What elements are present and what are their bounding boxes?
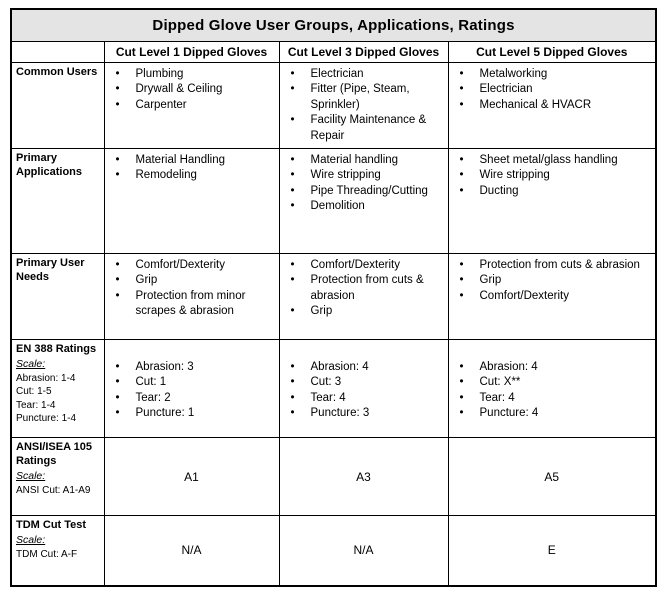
bullet-icon: • xyxy=(290,274,295,287)
data-cell xyxy=(279,63,448,149)
scale-lines xyxy=(16,548,103,562)
bullet-text: Protection from cuts & abrasion xyxy=(479,259,640,272)
bullet-icon: • xyxy=(459,169,464,182)
bullet-icon: • xyxy=(459,83,464,96)
bullet-text: Abrasion: 3 xyxy=(135,361,194,374)
data-cell xyxy=(104,254,279,340)
bullet-list xyxy=(105,153,276,184)
bullet-text: Cut: X** xyxy=(479,376,521,389)
bullet-item xyxy=(105,360,276,375)
rating-value-cell xyxy=(448,438,656,516)
bullet-text: Mechanical & HVACR xyxy=(479,98,592,111)
bullet-icon: • xyxy=(459,184,464,197)
rating-value: A5 xyxy=(544,469,560,484)
bullet-text: Material handling xyxy=(310,154,399,167)
bullet-item xyxy=(280,82,445,113)
bullet-text: Cut: 3 xyxy=(310,376,342,389)
bullet-item xyxy=(280,406,445,421)
bullet-icon: • xyxy=(459,68,464,80)
bullet-item xyxy=(280,391,445,406)
bullet-text: Drywall & Ceiling xyxy=(135,83,223,96)
scale-line: Cut: 1-5 xyxy=(16,386,52,398)
bullet-item xyxy=(449,168,653,183)
rating-value: E xyxy=(547,543,556,558)
bullet-list xyxy=(280,67,445,144)
bullet-icon: • xyxy=(290,83,295,96)
data-cell xyxy=(448,63,656,149)
data-cell xyxy=(279,340,448,438)
bullet-icon: • xyxy=(459,361,464,374)
row-label: EN 388 Ratings xyxy=(16,343,97,356)
bullet-icon: • xyxy=(290,407,295,420)
bullet-icon: • xyxy=(459,391,464,404)
bullet-text: Grip xyxy=(479,274,502,287)
table-row-primary-user-needs xyxy=(11,254,656,340)
rating-value-cell xyxy=(279,516,448,586)
bullet-icon: • xyxy=(115,154,120,167)
bullet-item xyxy=(105,98,276,113)
glove-comparison-table xyxy=(10,8,657,587)
bullet-item xyxy=(105,375,276,390)
bullet-item xyxy=(280,258,445,273)
bullet-item xyxy=(280,199,445,214)
row-label: Primary User Needs xyxy=(16,257,85,283)
bullet-item xyxy=(280,375,445,390)
bullet-item xyxy=(105,168,276,183)
bullet-item xyxy=(449,153,653,168)
bullet-text: Facility Maintenance & Repair xyxy=(310,114,427,142)
scale-line: ANSI Cut: A1-A9 xyxy=(16,484,91,496)
column-header-cut-level-5: Cut Level 5 Dipped Gloves xyxy=(448,42,656,63)
row-label: Common Users xyxy=(16,66,98,78)
bullet-icon: • xyxy=(290,305,295,318)
bullet-item xyxy=(105,273,276,288)
bullet-item xyxy=(449,258,653,273)
row-header-cell xyxy=(11,438,104,516)
bullet-item xyxy=(105,406,276,421)
bullet-icon: • xyxy=(459,259,464,272)
table-title: Dipped Glove User Groups, Applications, Ratings xyxy=(11,9,656,42)
bullet-item xyxy=(105,258,276,273)
row-header-cell xyxy=(11,340,104,438)
bullet-icon: • xyxy=(459,154,464,167)
bullet-item xyxy=(449,375,653,390)
bullet-icon: • xyxy=(290,376,295,389)
data-cell xyxy=(279,149,448,254)
bullet-item xyxy=(449,184,653,199)
data-cell xyxy=(104,340,279,438)
bullet-text: Carpenter xyxy=(135,98,187,111)
column-header-cut-level-1: Cut Level 1 Dipped Gloves xyxy=(104,42,279,63)
bullet-icon: • xyxy=(290,391,295,404)
bullet-item xyxy=(280,153,445,168)
header-row xyxy=(11,42,656,63)
bullet-item xyxy=(449,67,653,82)
bullet-item xyxy=(105,82,276,97)
bullet-list xyxy=(280,258,445,320)
row-label: Primary Applications xyxy=(16,152,83,178)
table-row-common-users xyxy=(11,63,656,149)
rating-value: N/A xyxy=(353,543,374,558)
bullet-text: Protection from minor scrapes & abrasion xyxy=(135,289,246,318)
data-cell xyxy=(448,254,656,340)
bullet-text: Comfort/Dexterity xyxy=(479,289,569,302)
bullet-text: Material Handling xyxy=(135,154,225,167)
bullet-list xyxy=(449,153,653,199)
bullet-item xyxy=(280,168,445,183)
bullet-text: Cut: 1 xyxy=(135,376,167,389)
row-label: TDM Cut Test xyxy=(16,519,87,532)
bullet-text: Remodeling xyxy=(135,169,197,182)
bullet-item xyxy=(449,98,653,113)
bullet-icon: • xyxy=(115,361,120,374)
bullet-icon: • xyxy=(290,361,295,374)
scale-label: Scale: xyxy=(16,357,46,370)
bullet-item xyxy=(105,289,276,320)
bullet-text: Abrasion: 4 xyxy=(310,361,369,374)
scale-line: TDM Cut: A-F xyxy=(16,548,78,560)
scale-lines xyxy=(16,484,103,498)
bullet-text: Protection from cuts & abrasion xyxy=(310,274,424,302)
bullet-icon: • xyxy=(290,114,295,127)
data-cell xyxy=(448,340,656,438)
bullet-item xyxy=(449,406,653,421)
bullet-text: Ducting xyxy=(479,184,519,197)
bullet-text: Puncture: 4 xyxy=(479,407,539,420)
column-header-cut-level-3: Cut Level 3 Dipped Gloves xyxy=(279,42,448,63)
bullet-text: Plumbing xyxy=(135,68,184,80)
bullet-item xyxy=(449,82,653,97)
bullet-icon: • xyxy=(290,68,295,80)
corner-cell xyxy=(11,42,104,63)
bullet-text: Tear: 4 xyxy=(479,391,515,404)
bullet-icon: • xyxy=(459,274,464,287)
bullet-icon: • xyxy=(115,274,120,287)
row-label: ANSI/ISEA 105 Ratings xyxy=(16,441,93,467)
bullet-icon: • xyxy=(290,259,295,272)
bullet-icon: • xyxy=(459,376,464,389)
bullet-icon: • xyxy=(115,289,120,302)
bullet-item xyxy=(105,67,276,82)
rating-value-cell xyxy=(104,516,279,586)
bullet-text: Wire stripping xyxy=(479,169,550,182)
bullet-icon: • xyxy=(115,83,120,96)
bullet-icon: • xyxy=(115,169,120,182)
bullet-icon: • xyxy=(290,184,295,197)
bullet-list xyxy=(105,67,276,113)
bullet-list xyxy=(280,153,445,215)
bullet-list xyxy=(105,258,276,320)
bullet-text: Fitter (Pipe, Steam, Sprinkler) xyxy=(310,83,410,111)
bullet-text: Sheet metal/glass handling xyxy=(479,154,618,167)
bullet-icon: • xyxy=(115,98,120,111)
bullet-item xyxy=(280,273,445,304)
bullet-text: Metalworking xyxy=(479,68,548,80)
rating-value: N/A xyxy=(181,543,202,558)
bullet-item xyxy=(449,273,653,288)
bullet-icon: • xyxy=(115,376,120,389)
bullet-text: Pipe Threading/Cutting xyxy=(310,184,428,197)
scale-label: Scale: xyxy=(16,469,46,482)
bullet-text: Puncture: 1 xyxy=(135,407,195,420)
bullet-list xyxy=(449,67,653,113)
data-cell xyxy=(279,254,448,340)
bullet-text: Grip xyxy=(135,274,158,287)
data-cell xyxy=(104,63,279,149)
bullet-list xyxy=(449,360,653,422)
scale-label: Scale: xyxy=(16,533,46,546)
row-header-cell xyxy=(11,149,104,254)
title-row xyxy=(11,9,656,42)
table-row-tdm-cut-test xyxy=(11,516,656,586)
bullet-icon: • xyxy=(459,98,464,111)
bullet-text: Puncture: 3 xyxy=(310,407,370,420)
scale-lines xyxy=(16,372,103,426)
bullet-text: Abrasion: 4 xyxy=(479,361,538,374)
bullet-item xyxy=(280,113,445,144)
bullet-icon: • xyxy=(290,154,295,167)
bullet-list xyxy=(280,360,445,422)
bullet-list xyxy=(449,258,653,304)
bullet-icon: • xyxy=(115,68,120,80)
scale-line: Tear: 1-4 xyxy=(16,399,56,411)
bullet-icon: • xyxy=(290,200,295,213)
rating-value-cell xyxy=(279,438,448,516)
bullet-item xyxy=(449,289,653,304)
bullet-icon: • xyxy=(115,407,120,420)
bullet-item xyxy=(105,391,276,406)
bullet-text: Comfort/Dexterity xyxy=(310,259,400,272)
bullet-icon: • xyxy=(115,259,120,272)
rating-value: A1 xyxy=(184,469,199,484)
bullet-text: Wire stripping xyxy=(310,169,381,182)
rating-value-cell xyxy=(448,516,656,586)
bullet-item xyxy=(280,304,445,319)
bullet-list xyxy=(105,360,276,422)
scale-line: Abrasion: 1-4 xyxy=(16,372,76,384)
table-row-ansi-isea-105-ratings xyxy=(11,438,656,516)
bullet-item xyxy=(280,184,445,199)
bullet-icon: • xyxy=(115,391,120,404)
bullet-text: Tear: 4 xyxy=(310,391,346,404)
row-header-cell xyxy=(11,516,104,586)
bullet-text: Demolition xyxy=(310,200,365,213)
bullet-item xyxy=(449,360,653,375)
bullet-item xyxy=(280,360,445,375)
bullet-text: Electrician xyxy=(310,68,364,80)
table-row-en-388-ratings xyxy=(11,340,656,438)
data-cell xyxy=(104,149,279,254)
data-cell xyxy=(448,149,656,254)
bullet-icon: • xyxy=(459,289,464,302)
bullet-text: Electrician xyxy=(479,83,533,96)
row-header-cell xyxy=(11,63,104,149)
row-header-cell xyxy=(11,254,104,340)
rating-value-cell xyxy=(104,438,279,516)
bullet-text: Grip xyxy=(310,305,333,318)
rating-value: A3 xyxy=(356,469,371,484)
bullet-icon: • xyxy=(459,407,464,420)
bullet-icon: • xyxy=(290,169,295,182)
bullet-text: Comfort/Dexterity xyxy=(135,259,225,272)
scale-line: Puncture: 1-4 xyxy=(16,413,77,425)
table-row-primary-applications xyxy=(11,149,656,254)
bullet-item xyxy=(449,391,653,406)
bullet-item xyxy=(280,67,445,82)
bullet-item xyxy=(105,153,276,168)
bullet-text: Tear: 2 xyxy=(135,391,171,404)
